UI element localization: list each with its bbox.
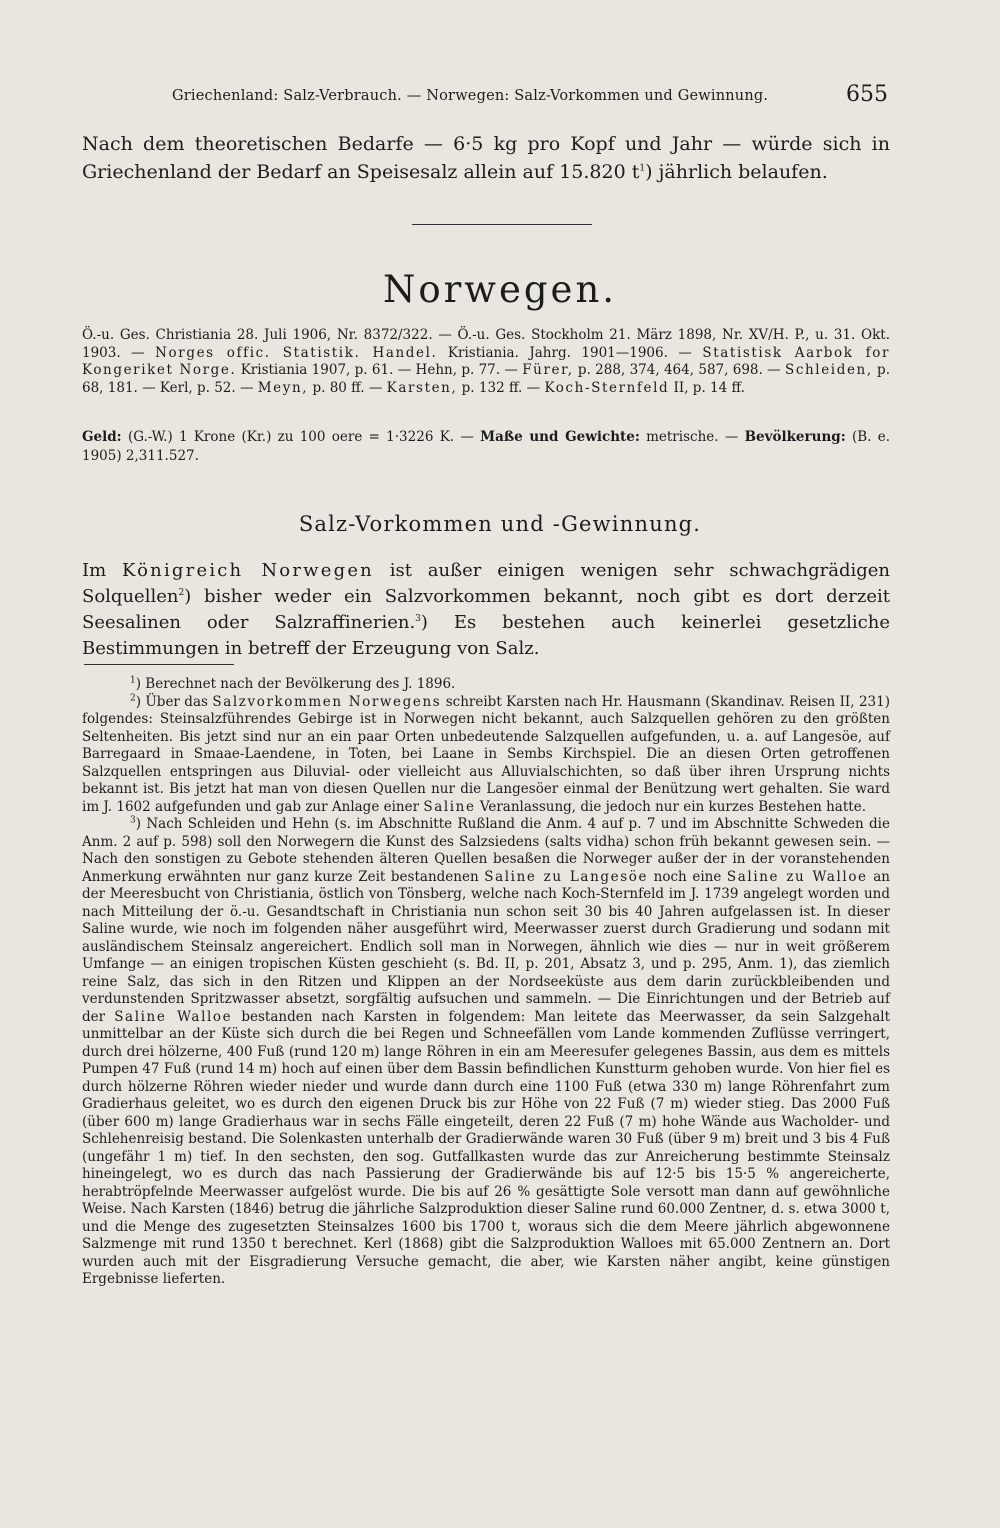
sources-paragraph (82, 327, 890, 397)
body-text: ) Es bestehen auch keinerlei gesetzliche Bestimmungen in betreff der Erzeugung von Salz. (82, 612, 890, 659)
source-norges: Norges offic. Statistik. Handel. (155, 344, 438, 361)
source-schleiden: Schleiden, (784, 362, 873, 379)
sources-text: p. 288, 374, 464, 587, 698. — (573, 362, 785, 379)
sources-text: Kristiania. Jahrg. 1901—1906. — (437, 344, 703, 361)
footnotes (82, 676, 890, 1289)
section-title: Salz-Vorkommen und -Gewinnung. (298, 512, 702, 536)
geld-label: Geld: (82, 429, 122, 445)
body-text: ist außer einigen wenigen sehr schwachgrädigen Solquellen (82, 560, 890, 607)
footnote-text: noch eine (648, 868, 727, 885)
footnote-spaced-term: Salzvorkommen Norwegens (212, 693, 442, 710)
footnote-1 (82, 676, 890, 694)
currency-measures-paragraph (82, 428, 890, 465)
section-divider (412, 224, 592, 225)
sources-text: Ö.-u. Ges. Christiania 28. Juli 1906, Nr. 8372/322. — Ö.-u. Ges. Stockholm 21. März 1898, Nr. XV/H. P., u. 31. Okt. 1903. — (82, 327, 890, 361)
body-text: ) bisher weder ein Salzvorkommen bekannt, noch gibt es dort derzeit Seesalinen oder Salzraffinerien. (82, 586, 890, 633)
bevoelkerung-label: Bevölkerung: (744, 429, 846, 445)
masse-label: Maße und Gewichte: (480, 429, 640, 445)
footnote-3 (82, 816, 890, 1289)
sources-text: p. 132 ff. — (457, 379, 545, 396)
source-meyn: Meyn, (257, 379, 309, 396)
footnote-2 (82, 694, 890, 817)
sources-text: p. 68, 181. — Kerl, p. 52. — (82, 362, 890, 396)
source-fuerer: Fürer, (522, 362, 574, 379)
footnote-text: schreibt Karsten nach Hr. Hausmann (Skandinav. Reisen II, 231) folgendes: Steinsalzführendes Gebirge ist in Norwegen nicht bekannt, auch Salzquellen gehören zu den größten Seltenheiten. Bis jetzt sind nur an ein paar Orten unbedeutende Salzquellen aufgefunden, u. a. auf Langesöe, auf Barregaard in Smaae-Laendene, in Toten, bei Laane in Sembs Kirchspiel. Die an diesen Orten getroffenen Salzquellen entspringen aus Diluvial- oder vielleicht aus Alluvialschichten, so daß über ihren Ursprung nichts bekannt ist. Bis jetzt hat man von diesen Quellen nur die Langesöer einmal der Benützung wert gehalten. Sie ward im J. 1602 aufgefunden und gab zur Anlage einer (82, 693, 890, 815)
footnote-text: ) Berechnet nach der Bevölkerung des J. 1896. (135, 676, 456, 692)
footnote-text: bestanden nach Karsten in folgendem: Man leitete das Meerwasser, da sein Salzgehalt unmittelbar an der Küste sich durch die bei Regen und Schneefällen vom Lande kommenden Zuflüsse verringert, durch drei hölzerne, 400 Fuß (rund 120 m) lange Röhren in ein am Meeresufer gelegenes Bassin, aus dem es mittels Pumpen 47 Fuß (rund 14 m) hoch auf einen über dem Bassin befindlichen Kunstturm gehoben wurde. Von hier fiel es durch hölzerne Röhren wieder nieder und wurde dann durch eine 1100 Fuß (etwa 330 m) lange Röhrenfahrt zum Gradierhaus geleitet, wo es durch den eigenen Druck bis zur Höhe von 22 Fuß (7 m) wieder stieg. Das 2000 Fuß (über 600 m) lange Gradierhaus war in sechs Fälle eingeteilt, deren 22 Fuß (7 m) hohe Wände aus Wacholder- und Schlehenreisig bestand. Die Solenkasten unterhalb der Gradierwände waren 30 Fuß (über 9 m) breit und 3 bis 4 Fuß (ungefähr 1 m) tief. In den sechsten, den sog. Gutfallkasten wurde das zur Anreicherung bestimmte Steinsalz hineingelegt, wo es durch das nach Passierung der Gradierwände bis auf 12·5 bis 15·5 % angereicherte, herabtröpfelnde Meerwasser aufgelöst wurde. Die bis auf 26 % gesättigte Sole versott man dann auf gewöhnliche Weise. Nach Karsten (1846) betrug die jährliche Salzproduktion dieser Saline rund 60.000 Zentner, d. s. etwa 3000 t, und die Menge des zugesetzten Steinsalzes 1600 bis 1700 t, woraus sich die dem Meere jährlich abgewonnene Salzmenge mit rund 1350 t berechnet. Kerl (1868) gibt die Salzproduktion Walloes mit 65.000 Zentnern an. Dort wurden auch mit der Eisgradierung Versuche gemacht, die aber, wie Karsten näher angibt, keine günstigen Ergebnisse lieferten. (82, 1008, 890, 1287)
source-aarbok: Statistisk Aarbok for Kongeriket Norge. (82, 344, 890, 379)
footnote-spaced-term: Saline zu Walloe (726, 868, 868, 885)
source-karsten: Karsten, (386, 379, 458, 396)
footnote-text: an der Meeresbucht von Christiania, östlich von Tönsberg, welche nach Koch-Sternfeld im J. 1739 angelegt worden und nach Mitteilung der ö.-u. Gesandtschaft in Christiania nun schon seit 30 bis 40 Jahren aufgelassen ist. In dieser Saline wurde, wie noch im folgenden näher ausgeführt wird, Meerwasser zuerst durch Gradierung und sodann mit ausländischem Steinsalz angereichert. Endlich soll man in Norwegen, ähnlich wie dies — nur in weit größerem Umfange — an einigen tropischen Küsten geschieht (s. Bd. II, p. 201, Absatz 3, und p. 295, Anm. 1), das ziemlich reine Salz, das sich in den Ritzen und Klippen an der Nordseeküste aus dem darin zurückbleibenden und verdunstenden Spritzwasser absetzt, sorgfältig aufsuchen und sammeln. — Die Einrichtungen und der Betrieb auf der (82, 868, 890, 1025)
body-text: Im (82, 560, 122, 581)
geld-text: (G.-W.) 1 Krone (Kr.) zu 100 oere = 1·3226 K. — (121, 429, 481, 445)
masse-text: metrische. — (639, 429, 745, 445)
footnote-text: ) Nach Schleiden und Hehn (s. im Abschnitte Rußland die Anm. 4 auf p. 7 und im Abschnitte Schweden die Anm. 2 auf p. 598) soll den Norwegern die Kunst des Salzsiedens (salts vidha) schon früh bekannt gewesen sein. — Nach den sonstigen zu Gebote stehenden älteren Quellen besaßen die Norweger außer der in der voranstehenden Anmerkung erwähnten nur ganz kurze Zeit bestandenen (82, 816, 890, 885)
bevoelkerung-text: (B. e. 1905) 2,311.527. (82, 429, 890, 464)
footnote-spaced-term: Saline Walloe (114, 1008, 233, 1025)
footnote-ref-3: 3 (415, 614, 421, 624)
sources-text: II, p. 14 ff. (669, 379, 745, 396)
intro-paragraph (82, 130, 890, 186)
running-title: Griechenland: Salz-Verbrauch. — Norwegen: Salz-Vorkommen und Gewinnung. (172, 88, 769, 104)
footnote-text: ) Über das (135, 693, 213, 710)
body-paragraph (82, 558, 890, 662)
footnote-text: Veranlassung, die jedoch nur ein kurzes Bestehen hatte. (475, 798, 866, 815)
footnote-spaced-term: Saline zu Langesöe (484, 868, 649, 885)
footnote-mark: 1 (130, 675, 136, 686)
sources-text: Kristiania 1907, p. 61. — Hehn, p. 77. — (236, 362, 523, 379)
footnote-mark: 3 (130, 815, 136, 826)
page-header (172, 82, 888, 112)
body-spaced-term: Königreich Norwegen (121, 560, 374, 581)
footnote-ref-2: 2 (178, 588, 185, 598)
chapter-title: Norwegen. (382, 268, 618, 311)
footnote-rule (84, 664, 234, 665)
source-koch-sternfeld: Koch-Sternfeld (544, 379, 670, 396)
footnote-mark: 2 (130, 693, 136, 703)
sources-text: p. 80 ff. — (308, 379, 387, 396)
footnote-ref-1: 1 (639, 163, 646, 174)
intro-text-after: ) jährlich belaufen. (645, 161, 828, 183)
page-number: 655 (846, 82, 888, 107)
intro-text-before: Nach dem theoretischen Bedarfe — 6·5 kg pro Kopf und Jahr — würde sich in Griechenland der Bedarf an Speisesalz allein auf 15.820 t (82, 133, 890, 183)
footnote-spaced-term: Saline (423, 798, 476, 815)
